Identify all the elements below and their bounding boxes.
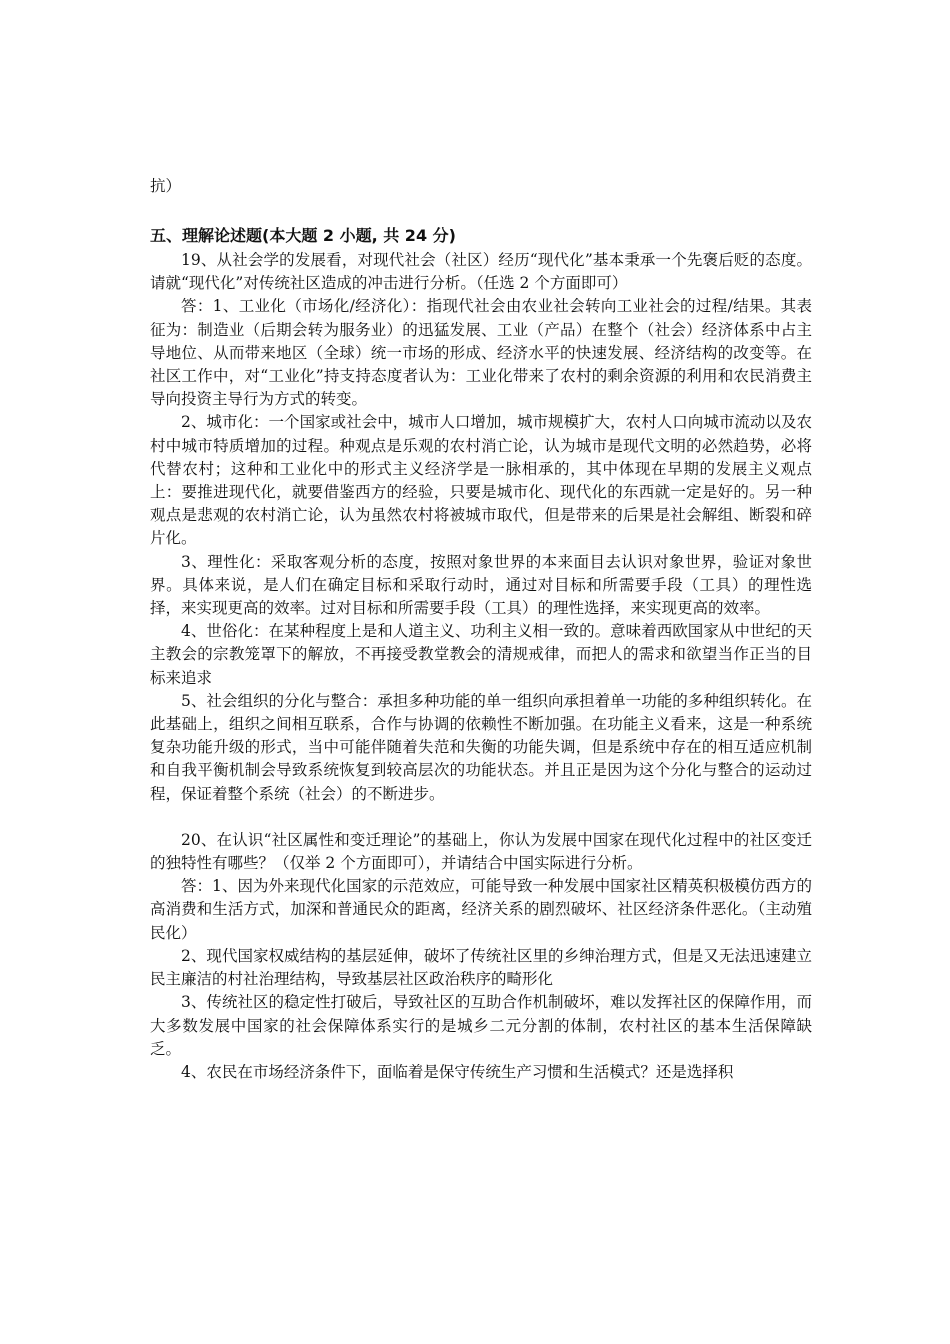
answer-20-point-2: 2、现代国家权威结构的基层延伸，破坏了传统社区里的乡绅治理方式，但是又无法迅速建立民主廉洁的村社治理结构，导致基层社区政治秩序的畸形化 bbox=[150, 946, 812, 989]
question-20: 20、在认识“社区属性和变迁理论”的基础上，你认为发展中国家在现代化过程中的社区变迁的独特性有哪些？（仅举 2 个方面即可），并请结合中国实际进行分析。 bbox=[150, 830, 812, 873]
answer-19-point-3: 3、理性化：采取客观分析的态度，按照对象世界的本来面目去认识对象世界，验证对象世界。具体来说，是人们在确定目标和采取行动时，通过对目标和所需要手段（工具）的理性选择，来实现更高的效率。过对目标和所需要手段（工具）的理性选择，来实现更高的效率。 bbox=[150, 552, 812, 618]
answer-19-point-5: 5、社会组织的分化与整合：承担多种功能的单一组织向承担着单一功能的多种组织转化。在此基础上，组织之间相互联系，合作与协调的依赖性不断加强。在功能主义看来，这是一种系统复杂功能升级的形式，当中可能伴随着失范和失衡的功能失调，但是系统中存在的相互适应机制和自我平衡机制会导致系统恢复到较高层次的功能状态。并且正是因为这个分化与整合的运动过程，保证着整个系统（社会）的不断进步。 bbox=[150, 691, 812, 803]
section-body bbox=[150, 249, 812, 1084]
paragraph-gap bbox=[150, 806, 812, 829]
answer-19-point-2: 2、城市化：一个国家或社会中，城市人口增加，城市规模扩大，农村人口向城市流动以及农村中城市特质增加的过程。种观点是乐观的农村消亡论，认为城市是现代文明的必然趋势，必将代替农村；这种和工业化中的形式主义经济学是一脉相承的，其中体现在早期的发展主义观点上：要推进现代化，就要借鉴西方的经验，只要是城市化、现代化的东西就一定是好的。另一种观点是悲观的农村消亡论，认为虽然农村将被城市取代，但是带来的后果是社会解组、断裂和碎片化。 bbox=[150, 413, 812, 548]
answer-20-point-3: 3、传统社区的稳定性打破后，导致社区的互助合作机制破坏，难以发挥社区的保障作用，而大多数发展中国家的社会保障体系实行的是城乡二元分割的体制，农村社区的基本生活保障缺乏。 bbox=[150, 993, 812, 1058]
answer-19-point-4: 4、世俗化：在某种程度上是和人道主义、功利主义相一致的。意味着西欧国家从中世纪的天主教会的宗教笼罩下的解放，不再接受教堂教会的清规戒律，而把人的需求和欲望当作正当的目标来追求 bbox=[150, 622, 812, 687]
answer-19-point-1: 答：1、工业化（市场化/经济化）：指现代社会由农业社会转向工业社会的过程/结果。其表征为：制造业（后期会转为服务业）的迅猛发展、工业（产品）在整个（社会）经济体系中占主导地位、从而带来地区（全球）统一市场的形成、经济水平的快速发展、经济结构的改变等。在社区工作中，对“工业化”持支持态度者认为：工业化带来了农村的剩余资源的利用和农民消费主导向投资主导行为方式的转变。 bbox=[150, 297, 812, 409]
answer-20-point-1: 答：1、因为外来现代化国家的示范效应，可能导致一种发展中国家社区精英积极模仿西方的高消费和生活方式，加深和普通民众的距离，经济关系的剧烈破坏、社区经济条件恶化。（主动殖民化） bbox=[150, 877, 812, 942]
question-19: 19、从社会学的发展看，对现代社会（社区）经历“现代化”基本秉承一个先褒后贬的态度。请就“现代化”对传统社区造成的冲击进行分析。（任选 2 个方面即可） bbox=[150, 251, 812, 293]
answer-20-point-4: 4、农民在市场经济条件下，面临着是保守传统生产习惯和生活模式？还是选择积 bbox=[181, 1062, 734, 1081]
section-heading: 五、理解论述题(本大题 2 小题, 共 24 分) bbox=[150, 226, 456, 245]
continued-fragment: 抗） bbox=[150, 177, 182, 195]
